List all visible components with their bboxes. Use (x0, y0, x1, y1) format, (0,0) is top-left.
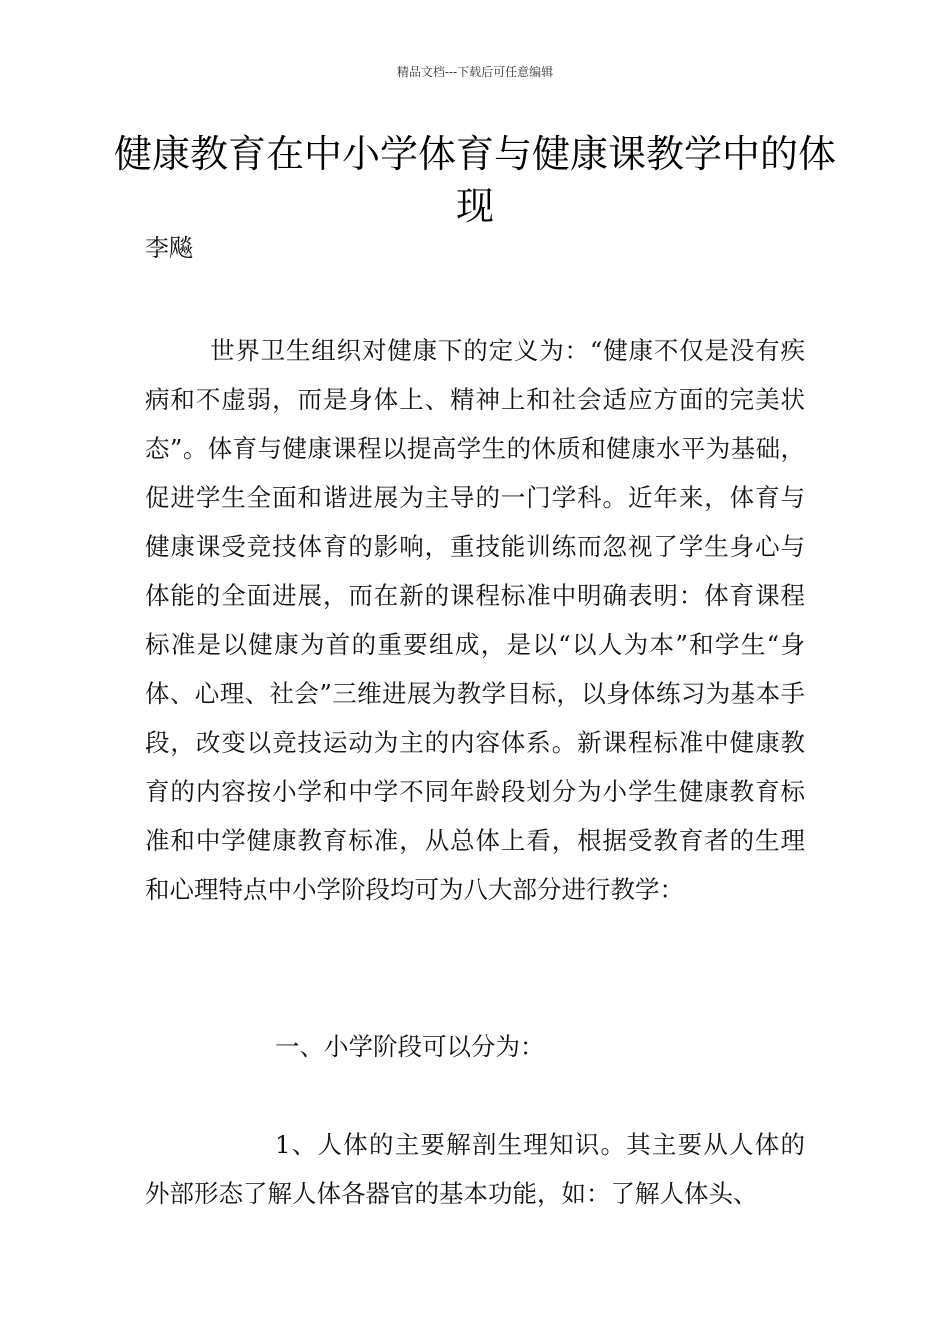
intro-paragraph: 世界卫生组织对健康下的定义为：“健康不仅是没有疾病和不虚弱，而是身体上、精神上和社会适应方面的完美状态”。体育与健康课程以提高学生的休质和健康水平为基础，促进学生全面和谐进展为主导的一门学科。近年来，体育与健康课受竞技体育的影响，重技能训练而忽视了学生身心与体能的全面进展，而在新的课程标准中明确表明：体育课程标准是以健康为首的重要组成，是以“以人为本”和学生“身体、心理、社会”三维进展为教学目标，以身体练习为基本手段，改变以竞技运动为主的内容体系。新课程标准中健康教育的内容按小学和中学不同年龄段划分为小学生健康教育标准和中学健康教育标准，从总体上看，根据受教育者的生理和心理特点中小学阶段均可为八大部分进行教学： (145, 336, 805, 904)
document-title: 健康教育在中小学体育与健康课教学中的体现 (113, 132, 836, 228)
item-paragraph: 1、人体的主要解剖生理知识。其主要从人体的外部形态了解人体各器官的基本功能，如：了解人体头、 (145, 1130, 805, 1208)
section-heading: 一、小学阶段可以分为： (275, 1032, 545, 1061)
page-header: 精品文档---下载后可任意编辑 (396, 65, 554, 79)
author-name: 李飚 (145, 234, 193, 262)
